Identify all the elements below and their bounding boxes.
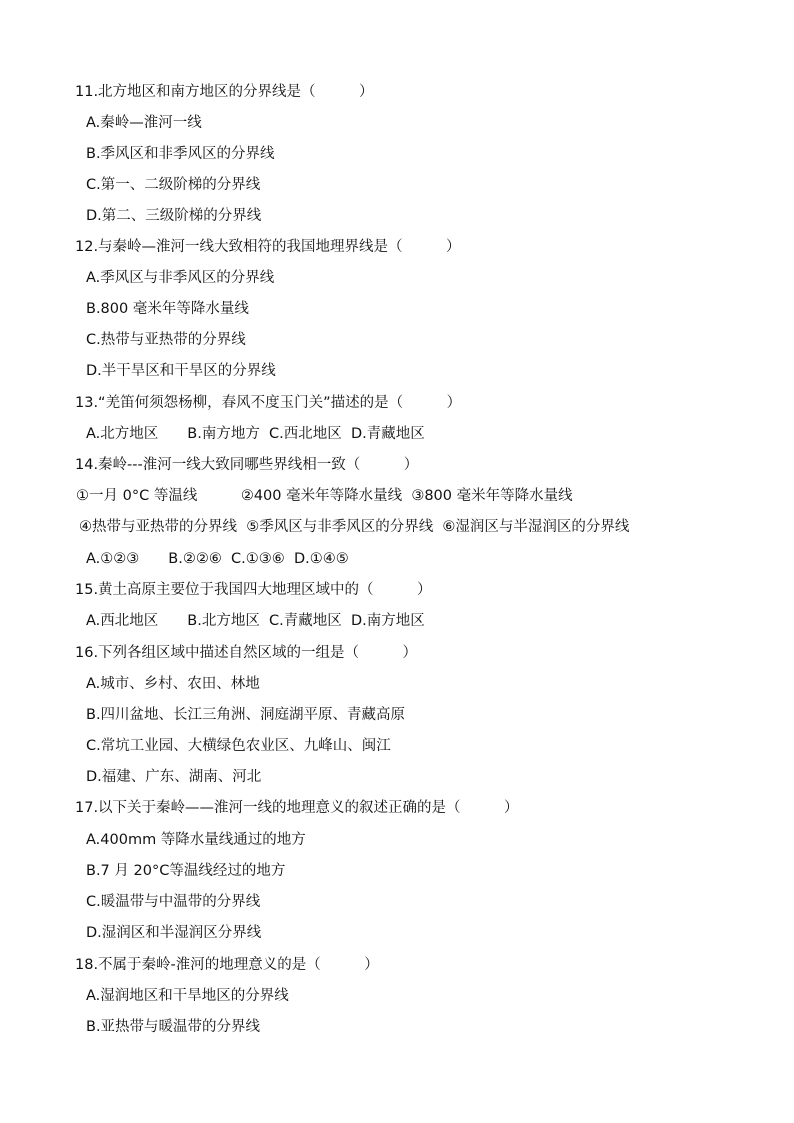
question-16-option-a: A.城市、乡村、农田、林地 (86, 676, 260, 692)
question-11-option-a: A.秦岭—淮河一线 (86, 115, 202, 131)
question-17-stem: 17.以下关于秦岭——淮河一线的地理意义的叙述正确的是（ ） (75, 800, 519, 816)
question-11-option-b: B.季风区和非季风区的分界线 (86, 146, 275, 162)
question-17-option-c: C.暖温带与中温带的分界线 (86, 894, 261, 910)
question-13-options: A.北方地区 B.南方地方 C.西北地区 D.青藏地区 (86, 426, 425, 442)
question-11-option-d: D.第二、三级阶梯的分界线 (86, 208, 262, 224)
question-12-option-a: A.季风区与非季风区的分界线 (86, 270, 275, 286)
question-16-stem: 16.下列各组区域中描述自然区域的一组是（ ） (75, 645, 418, 661)
question-12-stem: 12.与秦岭—淮河一线大致相符的我国地理界线是（ ） (75, 239, 461, 255)
question-12-option-c: C.热带与亚热带的分界线 (86, 332, 246, 348)
question-11-stem: 11.北方地区和南方地区的分界线是（ ） (75, 84, 374, 100)
question-11-option-c: C.第一、二级阶梯的分界线 (86, 177, 261, 193)
question-12-option-b: B.800 毫米年等降水量线 (86, 301, 249, 317)
question-15-options: A.西北地区 B.北方地区 C.青藏地区 D.南方地区 (86, 613, 425, 629)
question-16-option-b: B.四川盆地、长江三角洲、洞庭湖平原、青藏高原 (86, 707, 406, 723)
question-14-options: A.①②③ B.②②⑥ C.①③⑥ D.①④⑤ (86, 551, 349, 567)
question-18-option-b: B.亚热带与暖温带的分界线 (86, 1019, 261, 1035)
question-14-stem: 14.秦岭---淮河一线大致同哪些界线相一致（ ） (75, 457, 419, 473)
question-18-option-a: A.湿润地区和干旱地区的分界线 (86, 988, 289, 1004)
question-16-option-d: D.福建、广东、湖南、河北 (86, 769, 262, 785)
question-14-statements-line-1: ①一月 0°C 等温线 ②400 毫米年等降水量线 ③800 毫米年等降水量线 (76, 488, 573, 504)
question-17-option-d: D.湿润区和半湿润区分界线 (86, 925, 262, 941)
question-14-statements-line-2: ④热带与亚热带的分界线 ⑤季风区与非季风区的分界线 ⑥湿润区与半湿润区的分界线 (79, 519, 630, 535)
question-18-stem: 18.不属于秦岭-淮河的地理意义的是（ ） (75, 957, 379, 973)
question-17-option-a: A.400mm 等降水量线通过的地方 (86, 832, 306, 848)
question-16-option-c: C.常坑工业园、大横绿色农业区、九峰山、闽江 (86, 738, 391, 754)
question-13-stem: 13.“羌笛何须怨杨柳，春风不度玉门关”描述的是（ ） (75, 395, 462, 411)
question-12-option-d: D.半干旱区和干旱区的分界线 (86, 363, 276, 379)
question-17-option-b: B.7 月 20°C等温线经过的地方 (86, 863, 286, 879)
question-15-stem: 15.黄土高原主要位于我国四大地理区域中的（ ） (75, 582, 432, 598)
